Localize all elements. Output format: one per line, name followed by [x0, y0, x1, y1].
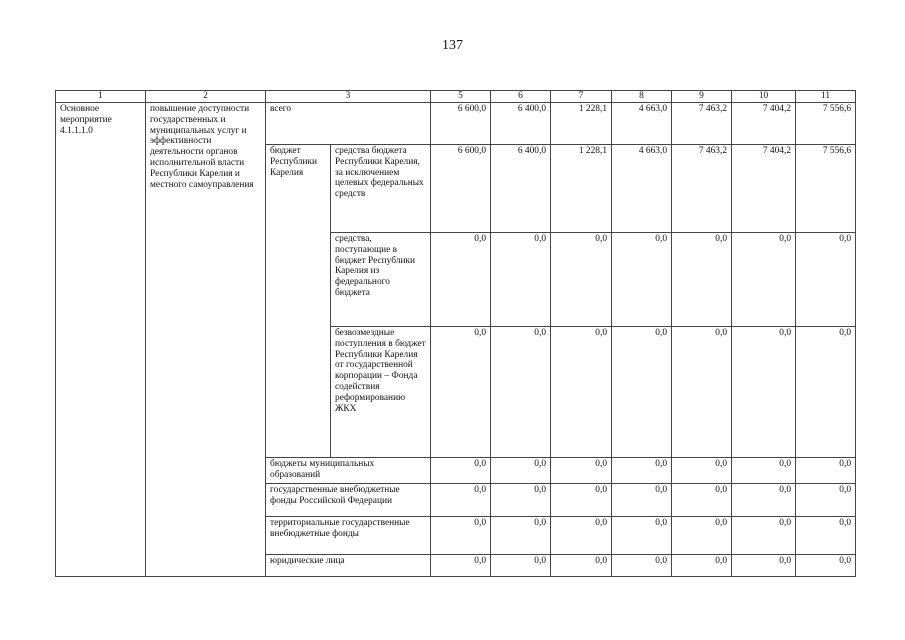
value-cell: 0,0: [612, 233, 672, 327]
budget-group-cell: бюджет Республики Карелия: [266, 145, 331, 458]
value-cell: 0,0: [732, 233, 796, 327]
value-cell: 0,0: [431, 555, 491, 577]
value-cell: 0,0: [431, 484, 491, 517]
source-label-cell: территориальные государственные внебюджетные фонды: [266, 517, 431, 555]
value-cell: 0,0: [796, 555, 856, 577]
value-cell: 0,0: [796, 484, 856, 517]
value-cell: 6 600,0: [431, 103, 491, 145]
column-number: 6: [491, 91, 551, 103]
financing-table: [55, 90, 856, 577]
column-number: 8: [612, 91, 672, 103]
value-cell: 1 228,1: [551, 103, 612, 145]
value-cell: 0,0: [672, 517, 732, 555]
value-cell: 7 463,2: [672, 103, 732, 145]
value-cell: 0,0: [732, 484, 796, 517]
value-cell: 0,0: [672, 555, 732, 577]
column-number: 5: [431, 91, 491, 103]
column-number: 10: [732, 91, 796, 103]
value-cell: 7 404,2: [732, 145, 796, 233]
value-cell: 0,0: [796, 233, 856, 327]
value-cell: 0,0: [672, 233, 732, 327]
value-cell: 0,0: [431, 233, 491, 327]
value-cell: 0,0: [551, 555, 612, 577]
value-cell: 0,0: [732, 555, 796, 577]
value-cell: 0,0: [491, 484, 551, 517]
value-cell: 6 400,0: [491, 103, 551, 145]
value-cell: 0,0: [732, 458, 796, 484]
source-label-cell: бюджеты муниципальных образований: [266, 458, 431, 484]
source-label-cell: средства, поступающие в бюджет Республики Карелия из федерального бюджета: [331, 233, 431, 327]
value-cell: 1 228,1: [551, 145, 612, 233]
page-number: 137: [442, 38, 463, 53]
value-cell: 4 663,0: [612, 103, 672, 145]
value-cell: 0,0: [551, 327, 612, 458]
column-number: 2: [146, 91, 266, 103]
value-cell: 7 556,6: [796, 103, 856, 145]
value-cell: 0,0: [551, 458, 612, 484]
value-cell: 0,0: [491, 458, 551, 484]
value-cell: 0,0: [732, 517, 796, 555]
value-cell: 0,0: [551, 517, 612, 555]
value-cell: 0,0: [431, 327, 491, 458]
value-cell: 0,0: [612, 517, 672, 555]
value-cell: 4 663,0: [612, 145, 672, 233]
value-cell: 0,0: [672, 458, 732, 484]
value-cell: 0,0: [672, 327, 732, 458]
value-cell: 0,0: [672, 484, 732, 517]
value-cell: 0,0: [612, 458, 672, 484]
source-label-cell: юридические лица: [266, 555, 431, 577]
table-row: [56, 103, 856, 145]
source-label-cell: безвозмездные поступления в бюджет Республики Карелия от государственной корпорации – Фонда содействия реформированию ЖКХ: [331, 327, 431, 458]
value-cell: 7 556,6: [796, 145, 856, 233]
value-cell: 0,0: [796, 458, 856, 484]
column-number: 3: [266, 91, 431, 103]
value-cell: 0,0: [491, 233, 551, 327]
value-cell: 0,0: [551, 484, 612, 517]
value-cell: 0,0: [431, 458, 491, 484]
measure-name-cell: Основное мероприятие 4.1.1.1.0: [56, 103, 146, 577]
value-cell: 0,0: [491, 327, 551, 458]
value-cell: 6 400,0: [491, 145, 551, 233]
value-cell: 7 404,2: [732, 103, 796, 145]
value-cell: 6 600,0: [431, 145, 491, 233]
value-cell: 0,0: [732, 327, 796, 458]
measure-goal-cell: повышение доступности государственных и муниципальных услуг и эффективности деятельности органов исполнительной власти Республики Карелия и местного самоуправления: [146, 103, 266, 577]
value-cell: 0,0: [612, 484, 672, 517]
value-cell: 0,0: [491, 517, 551, 555]
column-number: 1: [56, 91, 146, 103]
column-number: 7: [551, 91, 612, 103]
value-cell: 0,0: [612, 327, 672, 458]
source-label-cell: государственные внебюджетные фонды Российской Федерации: [266, 484, 431, 517]
column-number: 9: [672, 91, 732, 103]
value-cell: 0,0: [551, 233, 612, 327]
column-number: 11: [796, 91, 856, 103]
source-label-cell: всего: [266, 103, 431, 145]
value-cell: 0,0: [796, 327, 856, 458]
value-cell: 0,0: [796, 517, 856, 555]
value-cell: 0,0: [612, 555, 672, 577]
value-cell: 7 463,2: [672, 145, 732, 233]
source-label-cell: средства бюджета Республики Карелия, за исключением целевых федеральных средств: [331, 145, 431, 233]
column-number-row: [56, 91, 856, 103]
value-cell: 0,0: [431, 517, 491, 555]
value-cell: 0,0: [491, 555, 551, 577]
